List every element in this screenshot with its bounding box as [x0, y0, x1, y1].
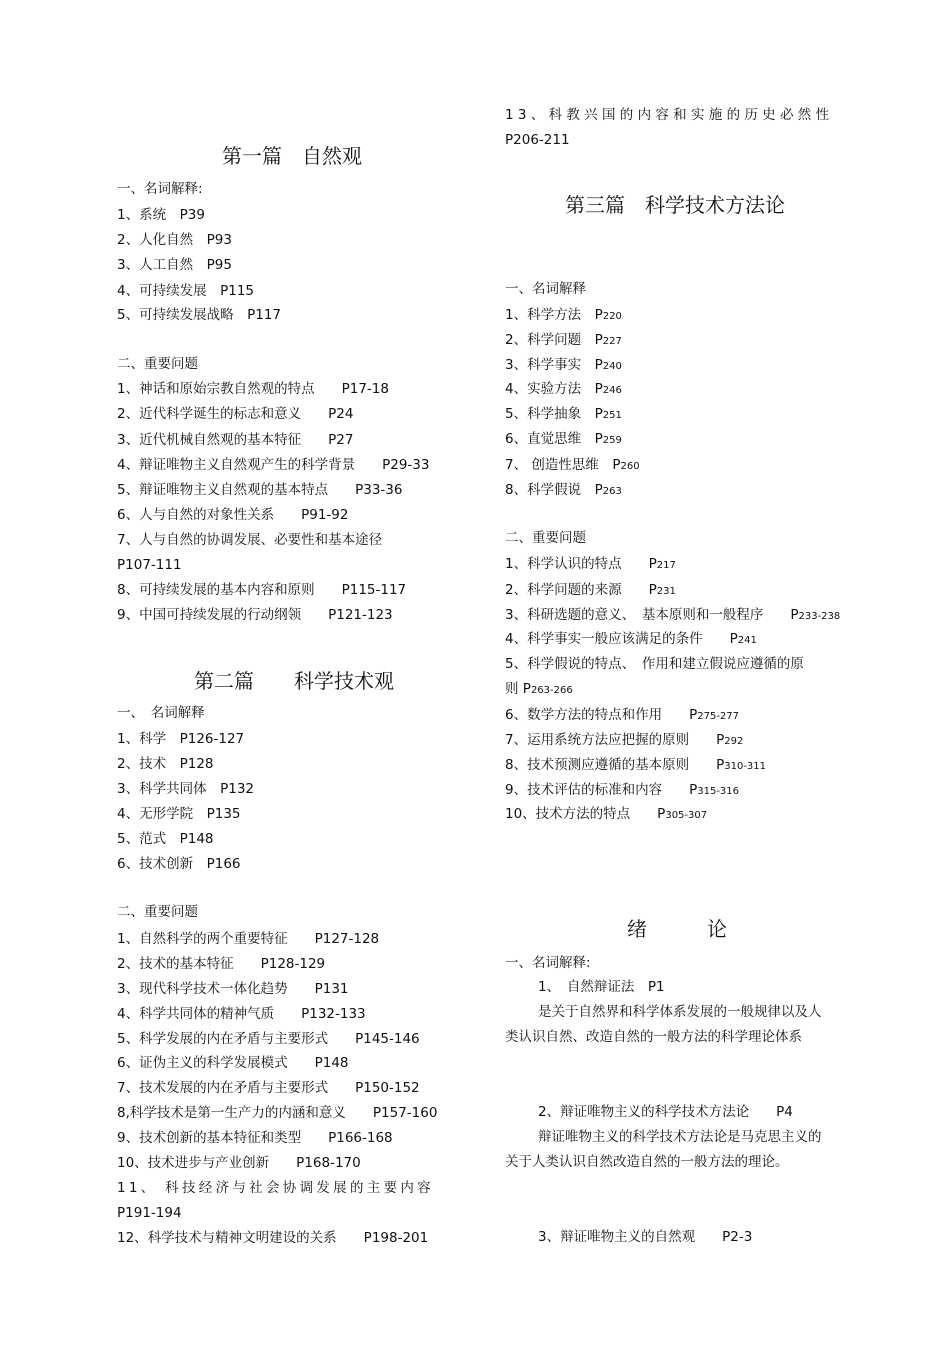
- part1-term: 2、人化自然 P93: [117, 232, 232, 248]
- part3-question: 5、科学假说的特点、 作用和建立假说应遵循的原: [505, 656, 804, 672]
- part3-term: 7、 创造性思维 P260: [505, 457, 640, 473]
- intro-term1-heading: 1、 自然辩证法 P1: [538, 979, 665, 995]
- part1-question: 2、近代科学诞生的标志和意义 P24: [117, 406, 354, 422]
- intro-term3-heading: 3、辩证唯物主义的自然观 P2-3: [538, 1229, 753, 1245]
- part1-question: 3、近代机械自然观的基本特征 P27: [117, 432, 354, 448]
- part1-question: 7、人与自然的协调发展、必要性和基本途径: [117, 532, 383, 548]
- part1-question: 9、中国可持续发展的行动纲领 P121-123: [117, 607, 393, 623]
- part2-question: 4、科学共同体的精神气质 P132-133: [117, 1006, 366, 1022]
- part1-term: 1、系统 P39: [117, 207, 205, 223]
- part3-term: 4、实验方法 P246: [505, 381, 622, 397]
- part2-question-13: 13、科教兴国的内容和实施的历史必然性: [505, 107, 834, 123]
- part2-question: 12、科学技术与精神文明建设的关系 P198-201: [117, 1230, 429, 1246]
- part3-question: 10、技术方法的特点 P305-307: [505, 806, 708, 822]
- part1-term: 5、可持续发展战略 P117: [117, 307, 281, 323]
- part2-question: 10、技术进步与产业创新 P168-170: [117, 1155, 361, 1171]
- part3-title: 第三篇 科学技术方法论: [565, 193, 785, 217]
- part2-term: 6、技术创新 P166: [117, 856, 241, 872]
- intro-term2-text: 辩证唯物主义的科学技术方法论是马克思主义的关于人类认识自然改造自然的一般方法的理论。: [505, 1129, 822, 1170]
- part3-question: 则 P263-266: [505, 681, 573, 697]
- part1-title: 第一篇 自然观: [222, 144, 362, 168]
- part1-question: 6、人与自然的对象性关系 P91-92: [117, 507, 349, 523]
- part2-question: 5、科学发展的内在矛盾与主要形式 P145-146: [117, 1031, 420, 1047]
- part2-term: 3、科学共同体 P132: [117, 781, 254, 797]
- part1-question: 4、辩证唯物主义自然观产生的科学背景 P29-33: [117, 457, 430, 473]
- part3-terms-heading: 一、名词解释: [505, 281, 586, 297]
- part2-question: 9、技术创新的基本特征和类型 P166-168: [117, 1130, 393, 1146]
- part3-question: 1、科学认识的特点 P217: [505, 556, 676, 572]
- part1-terms-heading: 一、名词解释:: [117, 181, 203, 197]
- intro-terms-heading: 一、名词解释:: [505, 955, 591, 971]
- part2-term: 4、无形学院 P135: [117, 806, 241, 822]
- part1-question: 5、辩证唯物主义自然观的基本特点 P33-36: [117, 482, 403, 498]
- part1-question: 1、神话和原始宗教自然观的特点 P17-18: [117, 381, 389, 397]
- part1-question: 8、可持续发展的基本内容和原则 P115-117: [117, 582, 407, 598]
- part3-question: 7、运用系统方法应把握的原则 P292: [505, 732, 744, 748]
- part1-questions-heading: 二、重要问题: [117, 356, 198, 372]
- part1-term: 4、可持续发展 P115: [117, 283, 254, 299]
- part3-question: 8、技术预测应遵循的基本原则 P310-311: [505, 757, 767, 773]
- part1-question: P107-111: [117, 557, 182, 573]
- part2-term: 1、科学 P126-127: [117, 731, 245, 747]
- part2-question: 7、技术发展的内在矛盾与主要形式 P150-152: [117, 1080, 420, 1096]
- part3-question: 4、科学事实一般应该满足的条件 P241: [505, 631, 757, 647]
- part3-term: 3、科学事实 P240: [505, 357, 622, 373]
- part2-title: 第二篇 科学技术观: [194, 669, 394, 693]
- part2-question: 1、自然科学的两个重要特征 P127-128: [117, 931, 380, 947]
- part2-question: 6、证伪主义的科学发展模式 P148: [117, 1055, 349, 1071]
- intro-term1-text: 是关于自然界和科学体系发展的一般规律以及人类认识自然、改造自然的一般方法的科学理论体系: [505, 1004, 822, 1045]
- part3-term: 6、直觉思维 P259: [505, 431, 622, 447]
- part2-question-13-page: P206-211: [505, 132, 570, 148]
- part3-term: 8、科学假说 P263: [505, 482, 622, 498]
- intro-term2-heading: 2、辩证唯物主义的科学技术方法论 P4: [538, 1104, 793, 1120]
- part2-question: P191-194: [117, 1205, 182, 1221]
- part3-questions-heading: 二、重要问题: [505, 530, 586, 546]
- part1-term: 3、人工自然 P95: [117, 257, 232, 273]
- part3-question: 2、科学问题的来源 P231: [505, 582, 676, 598]
- part2-term: 5、范式 P148: [117, 831, 214, 847]
- part2-question: 3、现代科学技术一体化趋势 P131: [117, 981, 349, 997]
- part3-term: 1、科学方法 P220: [505, 307, 622, 323]
- part2-question: 11、 科技经济与社会协调发展的主要内容: [117, 1180, 434, 1196]
- part3-term: 5、科学抽象 P251: [505, 406, 622, 422]
- intro-title: 绪 论: [627, 917, 727, 941]
- part2-questions-heading: 二、重要问题: [117, 904, 198, 920]
- part2-term: 2、技术 P128: [117, 756, 214, 772]
- part3-term: 2、科学问题 P227: [505, 332, 622, 348]
- part2-question: 8,科学技术是第一生产力的内涵和意义 P157-160: [117, 1105, 438, 1121]
- part3-question: 9、技术评估的标准和内容 P315-316: [505, 782, 740, 798]
- part2-question: 2、技术的基本特征 P128-129: [117, 956, 326, 972]
- part3-question: 3、科研选题的意义、 基本原则和一般程序 P233-238: [505, 607, 841, 623]
- part3-question: 6、数学方法的特点和作用 P275-277: [505, 707, 740, 723]
- part2-terms-heading: 一、 名词解释: [117, 705, 205, 721]
